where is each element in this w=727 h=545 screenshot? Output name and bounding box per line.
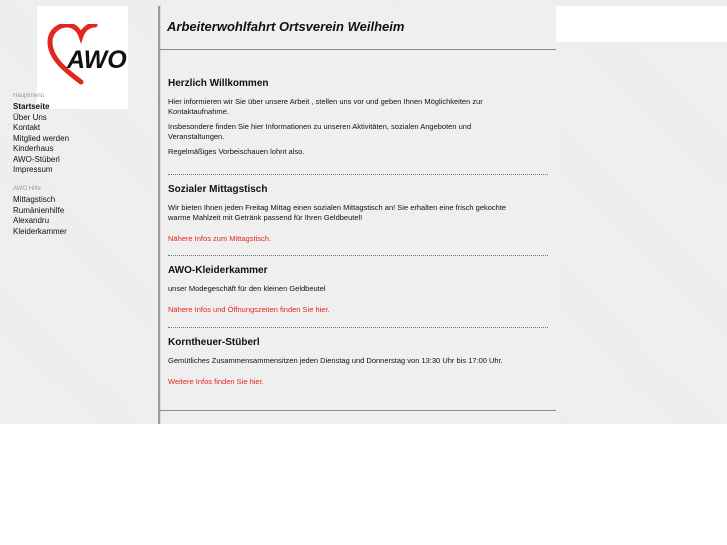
section-divider bbox=[168, 174, 548, 175]
nav-item-rumaenienhilfe[interactable]: Rumänienhilfe bbox=[13, 205, 65, 215]
section-welcome bbox=[168, 78, 528, 162]
nav-item-kleiderkammer[interactable]: Kleiderkammer bbox=[13, 226, 67, 236]
nav-item-startseite[interactable]: Startseite bbox=[13, 102, 50, 111]
main-menu-heading: Hauptmenü bbox=[13, 93, 45, 99]
kleiderkammer-text: unser Modegeschäft für den kleinen Geldbeutel bbox=[168, 284, 326, 293]
section-stueberl bbox=[168, 337, 528, 389]
nav-item-kontakt[interactable]: Kontakt bbox=[13, 123, 41, 132]
nav-item-awo-stueberl[interactable]: AWO-Stüberl bbox=[13, 154, 60, 164]
kleiderkammer-heading: AWO-Kleiderkammer bbox=[168, 265, 268, 276]
footer-divider bbox=[160, 410, 556, 411]
section-divider bbox=[168, 327, 548, 328]
vertical-divider bbox=[158, 6, 161, 424]
section-mittagstisch bbox=[168, 184, 528, 246]
help-menu bbox=[13, 186, 67, 237]
section-divider bbox=[168, 255, 548, 256]
nav-item-impressum[interactable]: Impressum bbox=[13, 165, 53, 174]
nav-item-alexandru[interactable]: Alexandru bbox=[13, 216, 50, 225]
nav-item-mittagstisch[interactable]: Mittagstisch bbox=[13, 195, 56, 204]
welcome-text-1: Hier informieren wir Sie über unsere Arbeit , stellen uns vor und geben Ihnen Möglichkeiten zur Kontaktaufnahme. bbox=[168, 97, 483, 116]
stueberl-heading: Korntheuer-Stüberl bbox=[168, 337, 260, 348]
kleiderkammer-link[interactable]: Nähere Infos und Öffnungszeiten finden Sie hier. bbox=[168, 305, 330, 314]
stueberl-link[interactable]: Weitere Infos finden Sie hier. bbox=[168, 377, 264, 386]
mittagstisch-text: Wir bieten Ihnen jeden Freitag Mittag einen sozialen Mittagstisch an! Sie erhalten eine frisch gekochte warme Mahlzeit mit Getränk passend für Ihren Geldbeutel! bbox=[168, 203, 507, 222]
nav-item-mitglied-werden[interactable]: Mitglied werden bbox=[13, 133, 70, 143]
welcome-heading: Herzlich Willkommen bbox=[168, 78, 269, 89]
mittagstisch-link[interactable]: Nähere Infos zum Mittagstisch. bbox=[168, 234, 271, 243]
header-divider bbox=[160, 49, 556, 50]
mittagstisch-heading: Sozialer Mittagstisch bbox=[168, 184, 268, 195]
stueberl-text: Gemütliches Zusammensammensitzen jeden Dienstag und Donnerstag von 13:30 Uhr bis 17:00 Uhr. bbox=[168, 356, 503, 365]
welcome-text-3: Regelmäßiges Vorbeischauen lohnt also. bbox=[168, 147, 305, 156]
nav-item-ueber-uns[interactable]: Über Uns bbox=[13, 112, 47, 122]
header-blank-area bbox=[556, 6, 727, 42]
main-menu bbox=[13, 93, 69, 176]
help-menu-heading: AWO Hilfe bbox=[13, 186, 41, 192]
page-title: Arbeiterwohlfahrt Ortsverein Weilheim bbox=[167, 19, 405, 34]
nav-item-kinderhaus[interactable]: Kinderhaus bbox=[13, 144, 54, 153]
section-kleiderkammer bbox=[168, 265, 528, 317]
welcome-text-2: Insbesondere finden Sie hier Informationen zu unseren Aktivitäten, sozialen Angeboten und Veranstaltungen. bbox=[168, 122, 472, 141]
logo-text: AWO bbox=[67, 46, 127, 74]
